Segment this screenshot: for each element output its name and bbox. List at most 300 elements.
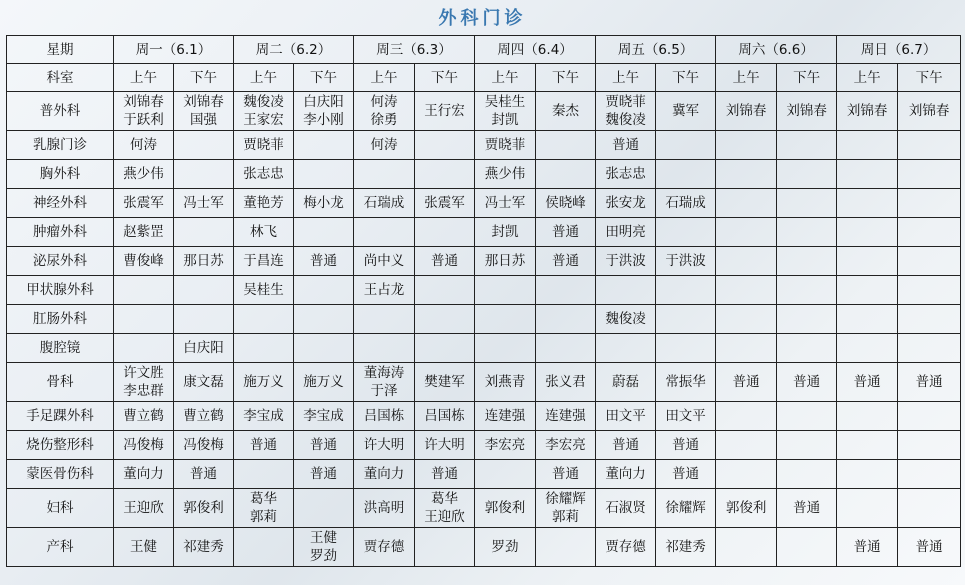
schedule-cell xyxy=(837,489,898,528)
schedule-cell xyxy=(837,305,898,334)
am-header: 上午 xyxy=(234,64,294,92)
doctor-name: 李宏亮 xyxy=(545,437,586,453)
doctor-name: 董艳芳 xyxy=(243,195,284,211)
doctor-name: 郭俊利 xyxy=(183,500,224,516)
am-header: 上午 xyxy=(716,64,777,92)
schedule-cell xyxy=(656,489,716,528)
schedule-cell xyxy=(596,460,656,489)
schedule-cell xyxy=(475,92,536,131)
doctor-name: 那日苏 xyxy=(484,253,526,269)
dept-name: 蒙医骨伤科 xyxy=(7,460,114,489)
doctor-name: 冯俊梅 xyxy=(183,437,224,453)
schedule-cell xyxy=(596,218,656,247)
doctor-name: 于泽 xyxy=(370,383,398,399)
doctor-name: 许文胜 xyxy=(123,365,164,381)
doctor-name: 魏俊凌 xyxy=(605,112,646,128)
schedule-cell xyxy=(716,92,777,131)
doctor-name: 徐耀辉 xyxy=(665,500,706,516)
table-row xyxy=(7,131,961,160)
doctor-name: 何涛 xyxy=(370,137,398,153)
schedule-cell xyxy=(596,247,656,276)
doctor-name: 普通 xyxy=(853,374,881,390)
doctor-name: 普通 xyxy=(672,437,700,453)
schedule-cell xyxy=(536,489,596,528)
schedule-cell xyxy=(354,489,415,528)
doctor-name: 封凯 xyxy=(491,224,519,240)
schedule-table xyxy=(6,35,961,567)
dept-name: 产科 xyxy=(7,528,114,567)
doctor-name: 李小刚 xyxy=(303,112,344,128)
doctor-name: 王健 xyxy=(310,530,338,546)
schedule-cell xyxy=(837,276,898,305)
schedule-cell xyxy=(415,160,475,189)
schedule-cell xyxy=(114,528,174,567)
doctor-name: 郭俊利 xyxy=(725,500,767,516)
schedule-cell xyxy=(898,247,961,276)
doctor-name: 贾晓菲 xyxy=(484,137,526,153)
schedule-cell xyxy=(898,334,961,363)
schedule-cell xyxy=(536,189,596,218)
schedule-cell xyxy=(234,92,294,131)
schedule-cell xyxy=(174,189,234,218)
doctor-name: 董向力 xyxy=(363,466,405,482)
page-title: 外科门诊 xyxy=(438,8,527,29)
schedule-cell xyxy=(837,247,898,276)
schedule-cell xyxy=(174,402,234,431)
schedule-cell xyxy=(837,218,898,247)
schedule-cell xyxy=(898,92,961,131)
schedule-cell xyxy=(294,160,354,189)
schedule-cell xyxy=(716,334,777,363)
doctor-name: 郭莉 xyxy=(552,509,580,525)
doctor-name: 普通 xyxy=(793,500,821,516)
doctor-name: 祁建秀 xyxy=(665,539,706,555)
doctor-name: 曹立鹤 xyxy=(123,408,164,424)
schedule-cell xyxy=(536,160,596,189)
doctor-name: 冀军 xyxy=(672,103,700,119)
doctor-name: 冯士军 xyxy=(183,195,224,211)
doctor-name: 普通 xyxy=(672,466,700,482)
schedule-cell xyxy=(294,92,354,131)
schedule-cell xyxy=(415,276,475,305)
doctor-name: 张震军 xyxy=(123,195,164,211)
table-row xyxy=(7,218,961,247)
day-header: 周三（6.3） xyxy=(354,36,475,64)
schedule-cell xyxy=(837,528,898,567)
schedule-cell xyxy=(475,218,536,247)
schedule-cell xyxy=(898,431,961,460)
pm-header: 下午 xyxy=(174,64,234,92)
pm-header: 下午 xyxy=(536,64,596,92)
doctor-name: 石瑞成 xyxy=(363,195,405,211)
doctor-name: 普通 xyxy=(310,466,338,482)
schedule-cell xyxy=(656,363,716,402)
schedule-cell xyxy=(114,218,174,247)
schedule-cell xyxy=(415,218,475,247)
dept-name: 乳腺门诊 xyxy=(7,131,114,160)
schedule-cell xyxy=(596,489,656,528)
dept-name: 甲状腺外科 xyxy=(7,276,114,305)
doctor-name: 张义君 xyxy=(545,374,586,390)
doctor-name: 燕少伟 xyxy=(484,166,526,182)
schedule-cell xyxy=(777,334,837,363)
pm-header: 下午 xyxy=(294,64,354,92)
doctor-name: 施万义 xyxy=(243,374,284,390)
doctor-name: 普通 xyxy=(915,539,943,555)
schedule-cell xyxy=(837,189,898,218)
schedule-cell xyxy=(596,189,656,218)
table-row xyxy=(7,402,961,431)
doctor-name: 吴桂生 xyxy=(243,282,284,298)
schedule-cell xyxy=(354,431,415,460)
schedule-cell xyxy=(475,334,536,363)
doctor-name: 王迎欣 xyxy=(424,509,465,525)
schedule-cell xyxy=(294,460,354,489)
schedule-cell xyxy=(234,431,294,460)
schedule-cell xyxy=(294,247,354,276)
schedule-cell xyxy=(777,160,837,189)
doctor-name: 吕国栋 xyxy=(363,408,405,424)
schedule-cell xyxy=(536,276,596,305)
schedule-cell xyxy=(656,460,716,489)
schedule-cell xyxy=(777,431,837,460)
schedule-cell xyxy=(716,131,777,160)
schedule-cell xyxy=(114,276,174,305)
schedule-cell xyxy=(475,431,536,460)
schedule-cell xyxy=(837,431,898,460)
schedule-cell xyxy=(234,402,294,431)
schedule-cell xyxy=(415,305,475,334)
schedule-cell xyxy=(354,305,415,334)
doctor-name: 那日苏 xyxy=(183,253,224,269)
doctor-name: 普通 xyxy=(310,253,338,269)
dept-corner-label: 科室 xyxy=(7,64,114,92)
doctor-name: 封凯 xyxy=(491,112,519,128)
schedule-cell xyxy=(354,276,415,305)
schedule-cell xyxy=(898,218,961,247)
schedule-cell xyxy=(114,305,174,334)
schedule-cell xyxy=(354,131,415,160)
doctor-name: 何涛 xyxy=(130,137,157,153)
schedule-cell xyxy=(234,218,294,247)
doctor-name: 国强 xyxy=(190,112,217,128)
day-header: 周五（6.5） xyxy=(596,36,716,64)
schedule-cell xyxy=(536,460,596,489)
schedule-cell xyxy=(898,363,961,402)
schedule-cell xyxy=(234,305,294,334)
doctor-name: 连建强 xyxy=(545,408,586,424)
doctor-name: 刘锦春 xyxy=(786,103,827,119)
table-row xyxy=(7,305,961,334)
schedule-cell xyxy=(596,276,656,305)
schedule-cell xyxy=(234,528,294,567)
doctor-name: 李宝成 xyxy=(303,408,344,424)
doctor-name: 贾存德 xyxy=(363,539,405,555)
schedule-cell xyxy=(114,431,174,460)
pm-header: 下午 xyxy=(415,64,475,92)
doctor-name: 田文平 xyxy=(605,408,646,424)
day-header: 周日（6.7） xyxy=(837,36,961,64)
day-header: 周二（6.2） xyxy=(234,36,354,64)
schedule-cell xyxy=(114,334,174,363)
table-row xyxy=(7,276,961,305)
doctor-name: 普通 xyxy=(732,374,760,390)
schedule-cell xyxy=(656,305,716,334)
table-row xyxy=(7,363,961,402)
schedule-cell xyxy=(656,247,716,276)
dept-name: 手足踝外科 xyxy=(7,402,114,431)
doctor-name: 刘燕青 xyxy=(484,374,526,390)
doctor-name: 张安龙 xyxy=(605,195,646,211)
schedule-cell xyxy=(234,276,294,305)
doctor-name: 蔚磊 xyxy=(612,374,640,390)
am-header: 上午 xyxy=(475,64,536,92)
schedule-cell xyxy=(837,160,898,189)
schedule-cell xyxy=(656,131,716,160)
schedule-cell xyxy=(777,489,837,528)
schedule-cell xyxy=(898,189,961,218)
doctor-name: 罗劲 xyxy=(491,539,519,555)
schedule-cell xyxy=(536,131,596,160)
schedule-cell xyxy=(777,189,837,218)
schedule-cell xyxy=(174,276,234,305)
schedule-cell xyxy=(114,160,174,189)
schedule-cell xyxy=(777,305,837,334)
schedule-cell xyxy=(415,131,475,160)
doctor-name: 魏俊凌 xyxy=(243,94,284,110)
schedule-cell xyxy=(837,363,898,402)
schedule-cell xyxy=(536,247,596,276)
am-header: 上午 xyxy=(354,64,415,92)
schedule-cell xyxy=(777,528,837,567)
schedule-cell xyxy=(294,402,354,431)
schedule-cell xyxy=(114,402,174,431)
doctor-name: 燕少伟 xyxy=(123,166,164,182)
doctor-name: 郭俊利 xyxy=(484,500,526,516)
doctor-name: 刘锦春 xyxy=(908,103,950,119)
week-corner-label: 星期 xyxy=(7,36,114,64)
schedule-cell xyxy=(656,402,716,431)
doctor-name: 普通 xyxy=(552,224,580,240)
schedule-cell xyxy=(777,276,837,305)
doctor-name: 许大明 xyxy=(424,437,465,453)
doctor-name: 普通 xyxy=(431,253,459,269)
schedule-cell xyxy=(174,247,234,276)
dept-name: 骨科 xyxy=(7,363,114,402)
doctor-name: 王家宏 xyxy=(243,112,284,128)
schedule-cell xyxy=(656,218,716,247)
schedule-cell xyxy=(294,276,354,305)
doctor-name: 普通 xyxy=(250,437,278,453)
schedule-cell xyxy=(898,131,961,160)
doctor-name: 贾晓菲 xyxy=(243,137,284,153)
pm-header: 下午 xyxy=(898,64,961,92)
doctor-name: 白庆阳 xyxy=(303,94,344,110)
dept-name: 泌尿外科 xyxy=(7,247,114,276)
schedule-cell xyxy=(656,528,716,567)
doctor-name: 于昌连 xyxy=(243,253,284,269)
schedule-cell xyxy=(716,363,777,402)
doctor-name: 于洪波 xyxy=(665,253,706,269)
table-row xyxy=(7,189,961,218)
doctor-name: 徐耀辉 xyxy=(545,491,586,507)
schedule-cell xyxy=(596,131,656,160)
am-header: 上午 xyxy=(596,64,656,92)
pm-header: 下午 xyxy=(656,64,716,92)
schedule-cell xyxy=(777,247,837,276)
doctor-name: 王迎欣 xyxy=(123,500,164,516)
schedule-cell xyxy=(415,460,475,489)
schedule-cell xyxy=(716,189,777,218)
schedule-cell xyxy=(596,160,656,189)
schedule-cell xyxy=(294,131,354,160)
doctor-name: 康文磊 xyxy=(183,374,224,390)
schedule-cell xyxy=(475,489,536,528)
schedule-cell xyxy=(898,305,961,334)
schedule-cell xyxy=(354,402,415,431)
schedule-cell xyxy=(536,92,596,131)
schedule-cell xyxy=(114,460,174,489)
schedule-cell xyxy=(475,189,536,218)
schedule-cell xyxy=(415,247,475,276)
schedule-cell xyxy=(837,334,898,363)
schedule-cell xyxy=(174,305,234,334)
schedule-cell xyxy=(415,189,475,218)
schedule-cell xyxy=(475,131,536,160)
doctor-name: 普通 xyxy=(612,137,640,153)
doctor-name: 李忠群 xyxy=(123,383,164,399)
doctor-name: 李宝成 xyxy=(243,408,284,424)
doctor-name: 赵紫罡 xyxy=(123,224,164,240)
doctor-name: 田文平 xyxy=(665,408,706,424)
schedule-cell xyxy=(656,276,716,305)
schedule-cell xyxy=(294,334,354,363)
schedule-cell xyxy=(656,431,716,460)
doctor-name: 普通 xyxy=(310,437,338,453)
day-header: 周一（6.1） xyxy=(114,36,234,64)
schedule-cell xyxy=(777,131,837,160)
schedule-cell xyxy=(596,402,656,431)
doctor-name: 刘锦春 xyxy=(183,94,224,110)
am-header: 上午 xyxy=(114,64,174,92)
table-row xyxy=(7,460,961,489)
schedule-cell xyxy=(114,247,174,276)
dept-name: 腹腔镜 xyxy=(7,334,114,363)
doctor-name: 洪高明 xyxy=(363,500,405,516)
schedule-cell xyxy=(234,334,294,363)
schedule-cell xyxy=(174,528,234,567)
schedule-cell xyxy=(716,489,777,528)
dept-name: 妇科 xyxy=(7,489,114,528)
doctor-name: 于跃利 xyxy=(123,112,164,128)
schedule-cell xyxy=(415,92,475,131)
schedule-cell xyxy=(234,189,294,218)
doctor-name: 尚中义 xyxy=(363,253,405,269)
schedule-cell xyxy=(898,489,961,528)
schedule-cell xyxy=(656,334,716,363)
schedule-cell xyxy=(354,528,415,567)
schedule-cell xyxy=(596,305,656,334)
schedule-cell xyxy=(656,92,716,131)
schedule-cell xyxy=(536,363,596,402)
schedule-cell xyxy=(716,460,777,489)
schedule-cell xyxy=(716,160,777,189)
dept-name: 烧伤整形科 xyxy=(7,431,114,460)
session-header-row xyxy=(7,64,961,92)
table-row xyxy=(7,160,961,189)
schedule-cell xyxy=(475,276,536,305)
schedule-cell xyxy=(354,460,415,489)
week-header-row xyxy=(7,36,961,64)
doctor-name: 樊建军 xyxy=(424,374,465,390)
doctor-name: 普通 xyxy=(190,466,217,482)
schedule-cell xyxy=(174,431,234,460)
doctor-name: 冯士军 xyxy=(484,195,526,211)
schedule-cell xyxy=(898,276,961,305)
doctor-name: 张震军 xyxy=(424,195,465,211)
schedule-cell xyxy=(114,489,174,528)
doctor-name: 葛华 xyxy=(431,491,459,507)
dept-name: 肿瘤外科 xyxy=(7,218,114,247)
doctor-name: 连建强 xyxy=(484,408,526,424)
schedule-cell xyxy=(114,131,174,160)
schedule-cell xyxy=(596,431,656,460)
schedule-cell xyxy=(716,431,777,460)
schedule-cell xyxy=(354,247,415,276)
doctor-name: 徐勇 xyxy=(370,112,398,128)
schedule-cell xyxy=(174,460,234,489)
table-row xyxy=(7,334,961,363)
schedule-cell xyxy=(294,305,354,334)
doctor-name: 白庆阳 xyxy=(183,340,224,356)
schedule-cell xyxy=(837,402,898,431)
schedule-cell xyxy=(294,189,354,218)
schedule-cell xyxy=(596,334,656,363)
schedule-cell xyxy=(475,247,536,276)
schedule-cell xyxy=(777,460,837,489)
schedule-cell xyxy=(596,528,656,567)
schedule-cell xyxy=(415,528,475,567)
schedule-cell xyxy=(475,305,536,334)
doctor-name: 吕国栋 xyxy=(424,408,465,424)
schedule-cell xyxy=(294,218,354,247)
schedule-cell xyxy=(596,363,656,402)
am-header: 上午 xyxy=(837,64,898,92)
doctor-name: 普通 xyxy=(915,374,943,390)
doctor-name: 董向力 xyxy=(123,466,164,482)
dept-name: 神经外科 xyxy=(7,189,114,218)
schedule-cell xyxy=(716,402,777,431)
schedule-cell xyxy=(174,218,234,247)
doctor-name: 王健 xyxy=(130,539,157,555)
schedule-cell xyxy=(837,460,898,489)
schedule-cell xyxy=(536,431,596,460)
schedule-cell xyxy=(716,305,777,334)
schedule-cell xyxy=(234,460,294,489)
doctor-name: 贾晓菲 xyxy=(605,94,646,110)
schedule-cell xyxy=(716,276,777,305)
schedule-cell xyxy=(415,334,475,363)
doctor-name: 吴桂生 xyxy=(484,94,526,110)
table-row xyxy=(7,528,961,567)
doctor-name: 普通 xyxy=(793,374,821,390)
schedule-cell xyxy=(415,402,475,431)
schedule-cell xyxy=(777,402,837,431)
doctor-name: 葛华 xyxy=(250,491,278,507)
schedule-cell xyxy=(415,363,475,402)
doctor-name: 梅小龙 xyxy=(303,195,344,211)
schedule-cell xyxy=(656,160,716,189)
